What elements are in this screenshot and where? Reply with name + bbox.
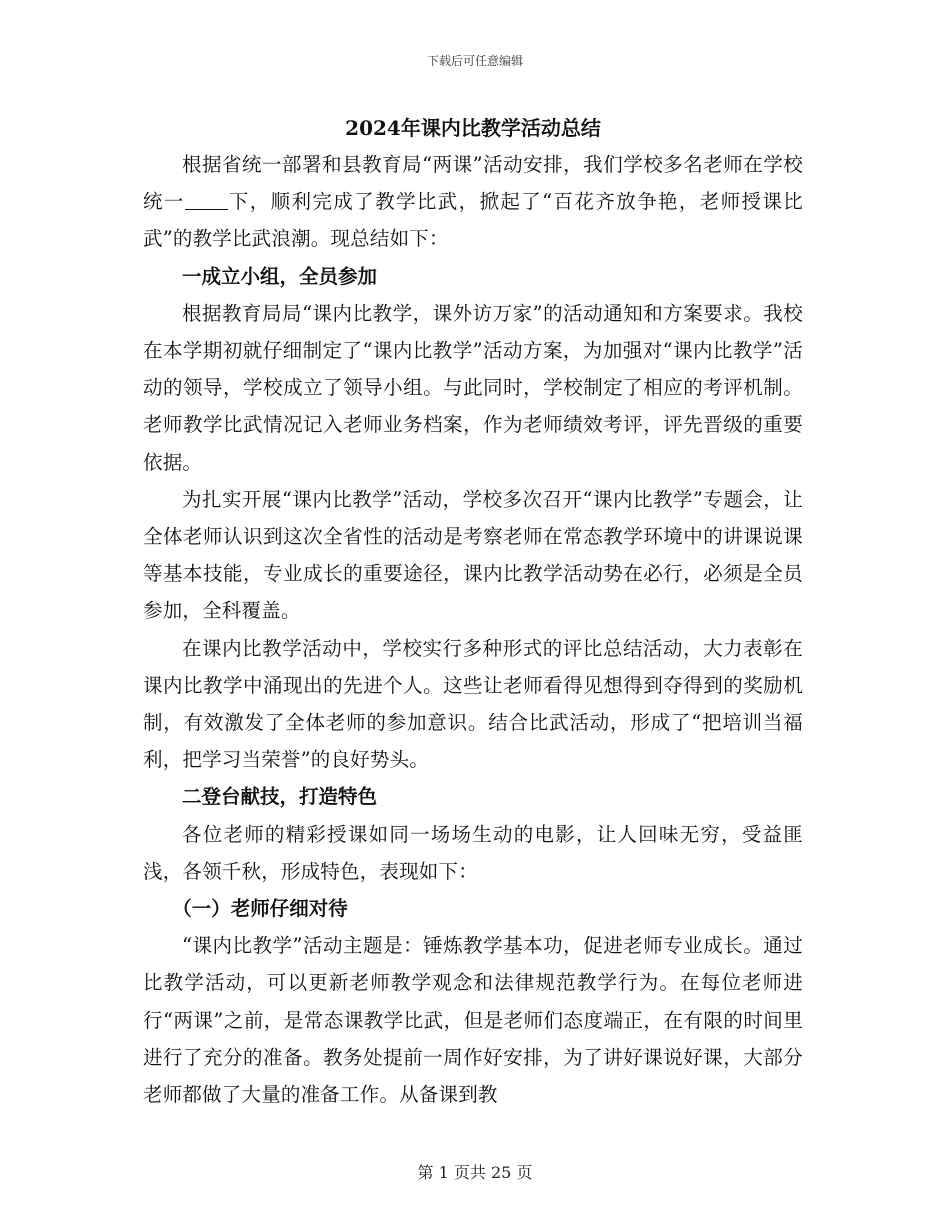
document-body bbox=[143, 110, 803, 1113]
intro-text-after-blank: 下，顺利完成了教学比武，掀起了“百花齐放争艳，老师授课比武”的教学比武浪潮。现总结如下： bbox=[143, 190, 803, 251]
page-footer: 第 1 页共 25 页 bbox=[417, 1163, 533, 1182]
document-title: 2024年课内比教学活动总结 bbox=[345, 116, 601, 140]
fill-in-blank bbox=[185, 190, 228, 211]
section1-paragraph-2: 为扎实开展“课内比教学”活动，学校多次召开“课内比教学”专题会，让全体老师认识到这次全省性的活动是考察老师在常态教学环境中的讲课说课等基本技能，专业成长的重要途径，课内比教学活动势在必行，必须是全员参加，全科覆盖。 bbox=[143, 487, 803, 623]
intro-text-before-blank: 根据省统一部署和县教育局“两课”活动安排，我们学校多名老师在学校统一 bbox=[143, 153, 803, 214]
header-note: 下载后可任意编辑 bbox=[426, 54, 523, 68]
section2-paragraph: 各位老师的精彩授课如同一场场生动的电影，让人回味无穷，受益匪浅，各领千秋，形成特色，表现如下： bbox=[143, 822, 803, 883]
section-heading-1: 一成立小组，全员参加 bbox=[182, 264, 378, 288]
section1-paragraph-1: 根据教育局局“课内比教学，课外访万家”的活动通知和方案要求。我校在本学期初就仔细制定了“课内比教学”活动方案，为加强对“课内比教学”活动的领导，学校成立了领导小组。与此同时，学校制定了相应的考评机制。老师教学比武情况记入老师业务档案，作为老师绩效考评，评先晋级的重要依据。 bbox=[143, 301, 803, 474]
section-heading-2: 二登台献技，打造特色 bbox=[182, 785, 378, 809]
section1-paragraph-3: 在课内比教学活动中，学校实行多种形式的评比总结活动，大力表彰在课内比教学中涌现出的先进个人。这些让老师看得见想得到夺得到的奖励机制，有效激发了全体老师的参加意识。结合比武活动，形成了“把培训当福利，把学习当荣誉”的良好势头。 bbox=[143, 636, 803, 772]
subsection1-paragraph: “课内比教学”活动主题是：锤炼教学基本功，促进老师专业成长。通过比教学活动，可以更新老师教学观念和法律规范教学行为。在每位老师进行“两课”之前，是常态课教学比武，但是老师们态度端正，在有限的时间里进行了充分的准备。教务处提前一周作好安排，为了讲好课说好课，大部分老师都做了大量的准备工作。从备课到教 bbox=[143, 934, 803, 1107]
intro-paragraph bbox=[143, 146, 803, 258]
subsection-heading-1: （一）老师仔细对待 bbox=[172, 897, 348, 921]
